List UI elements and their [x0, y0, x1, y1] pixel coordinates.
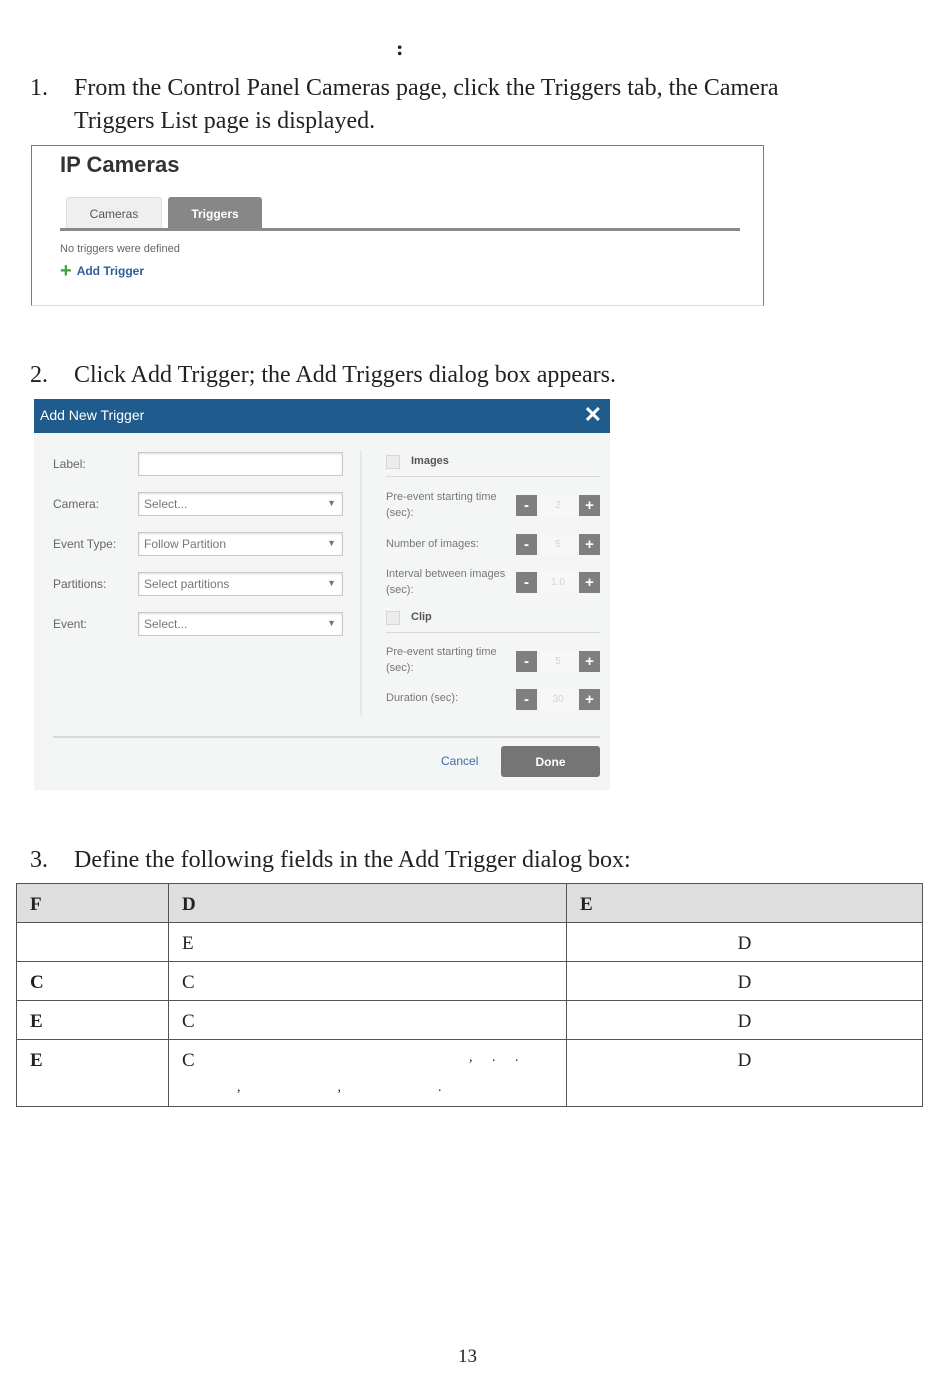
label-text-input[interactable] — [144, 457, 337, 471]
select-value: Select partitions — [144, 577, 230, 591]
table-header-row — [17, 884, 923, 923]
clip-checkbox[interactable] — [386, 611, 400, 625]
decrement-button[interactable]: - — [516, 651, 537, 672]
stepper-value[interactable]: 5 — [540, 534, 576, 555]
ip-cameras-screenshot — [31, 145, 764, 306]
stepper-label: Interval between images (sec): — [386, 568, 506, 596]
camera-select[interactable] — [138, 492, 343, 516]
description-punctuation: , . . — [469, 1050, 527, 1065]
step-3 — [30, 844, 930, 877]
tab-triggers[interactable]: Triggers — [168, 197, 262, 230]
event-field-row — [53, 612, 345, 636]
partitions-select[interactable] — [138, 572, 343, 596]
step-number: 1. — [30, 75, 48, 101]
increment-button[interactable]: + — [579, 651, 600, 672]
field-label: Event: — [53, 617, 88, 631]
field-label: Event Type: — [53, 537, 117, 551]
images-section-header — [386, 451, 600, 477]
select-value: Follow Partition — [144, 537, 227, 551]
table-row — [17, 923, 923, 962]
description-cell: E — [169, 923, 567, 962]
cancel-button[interactable]: Cancel — [441, 754, 479, 768]
default-cell: D — [567, 923, 923, 962]
increment-button[interactable]: + — [579, 495, 600, 516]
page-title: IP Cameras — [60, 152, 180, 177]
field-cell: C — [17, 962, 169, 1001]
increment-button[interactable]: + — [579, 534, 600, 555]
increment-button[interactable]: + — [579, 572, 600, 593]
dialog-title: Add New Trigger — [40, 407, 145, 423]
tab-cameras[interactable]: Cameras — [66, 197, 162, 230]
plus-icon: + — [60, 260, 72, 282]
stepper-label: Pre-event starting time (sec): — [386, 491, 497, 519]
column-header: E — [567, 884, 923, 923]
step-text: From the Control Panel Cameras page, click the Triggers tab, the Camera — [74, 75, 779, 101]
step-number: 2. — [30, 362, 48, 388]
chevron-down-icon: ▼ — [327, 538, 336, 548]
decrement-button[interactable]: - — [516, 495, 537, 516]
step-number: 3. — [30, 847, 48, 873]
step-text-line2: Triggers List page is displayed. — [74, 108, 376, 134]
page-number: 13 — [458, 1346, 477, 1367]
field-cell — [17, 923, 169, 962]
decrement-button[interactable]: - — [516, 572, 537, 593]
table-row — [17, 1001, 923, 1040]
stepper-value[interactable]: 2 — [540, 495, 576, 516]
column-header: F — [17, 884, 169, 923]
empty-state-text: No triggers were defined — [60, 243, 180, 255]
section-label: Clip — [411, 611, 432, 623]
event-type-select[interactable] — [138, 532, 343, 556]
done-button[interactable]: Done — [501, 746, 600, 777]
clip-duration-row — [386, 689, 600, 725]
stepper-label: Duration (sec): — [386, 692, 459, 704]
column-header: D — [169, 884, 567, 923]
footer-divider — [53, 736, 600, 738]
decrement-button[interactable]: - — [516, 689, 537, 710]
label-input[interactable] — [138, 452, 343, 476]
description-text: C — [182, 1050, 195, 1071]
field-label: Camera: — [53, 497, 100, 511]
add-trigger-link[interactable] — [60, 260, 145, 282]
select-value: Select... — [144, 497, 188, 511]
number-of-images-row — [386, 534, 600, 570]
chevron-down-icon: ▼ — [327, 618, 336, 628]
fields-table — [16, 883, 923, 1107]
stepper-value[interactable]: 1.0 — [540, 572, 576, 593]
stepper-label: Number of images: — [386, 538, 479, 550]
field-cell: E — [17, 1040, 169, 1107]
field-label: Partitions: — [53, 577, 107, 591]
camera-field-row — [53, 492, 345, 516]
clip-pre-event-row — [386, 644, 600, 680]
column-divider — [360, 451, 362, 716]
chevron-down-icon: ▼ — [327, 578, 336, 588]
description-cell: C — [169, 1001, 567, 1040]
section-label: Images — [411, 455, 449, 467]
default-cell: D — [567, 962, 923, 1001]
step-1 — [30, 72, 930, 138]
label-field-row — [53, 452, 345, 476]
stepper-label: Pre-event starting time (sec): — [386, 646, 497, 674]
partitions-field-row — [53, 572, 345, 596]
stepper-value[interactable]: 30 — [540, 689, 576, 710]
description-content — [182, 1050, 553, 1100]
description-punctuation-line2: , , . — [237, 1080, 472, 1095]
step-text: Click Add Trigger; the Add Triggers dialog box appears. — [74, 362, 616, 388]
clip-section-header — [386, 607, 600, 633]
step-2 — [30, 359, 930, 392]
table-row — [17, 1040, 923, 1107]
step-text: Define the following fields in the Add Trigger dialog box: — [74, 847, 631, 873]
select-value: Select... — [144, 617, 188, 631]
description-cell — [169, 1040, 567, 1107]
images-checkbox[interactable] — [386, 455, 400, 469]
chevron-down-icon: ▼ — [327, 498, 336, 508]
stepper-value[interactable]: 5 — [540, 651, 576, 672]
field-cell: E — [17, 1001, 169, 1040]
images-pre-event-row — [386, 489, 600, 525]
add-trigger-label: Add Trigger — [76, 264, 145, 278]
increment-button[interactable]: + — [579, 689, 600, 710]
default-cell: D — [567, 1040, 923, 1107]
heading-colon: : — [396, 36, 404, 60]
event-select[interactable] — [138, 612, 343, 636]
dialog-header — [34, 399, 610, 433]
tab-underline — [60, 228, 740, 231]
add-new-trigger-dialog — [34, 399, 610, 790]
close-icon[interactable]: ✕ — [583, 402, 602, 427]
description-cell: C — [169, 962, 567, 1001]
decrement-button[interactable]: - — [516, 534, 537, 555]
interval-between-images-row — [386, 566, 600, 602]
field-label: Label: — [53, 457, 86, 471]
default-cell: D — [567, 1001, 923, 1040]
table-row — [17, 962, 923, 1001]
event-type-field-row — [53, 532, 345, 556]
